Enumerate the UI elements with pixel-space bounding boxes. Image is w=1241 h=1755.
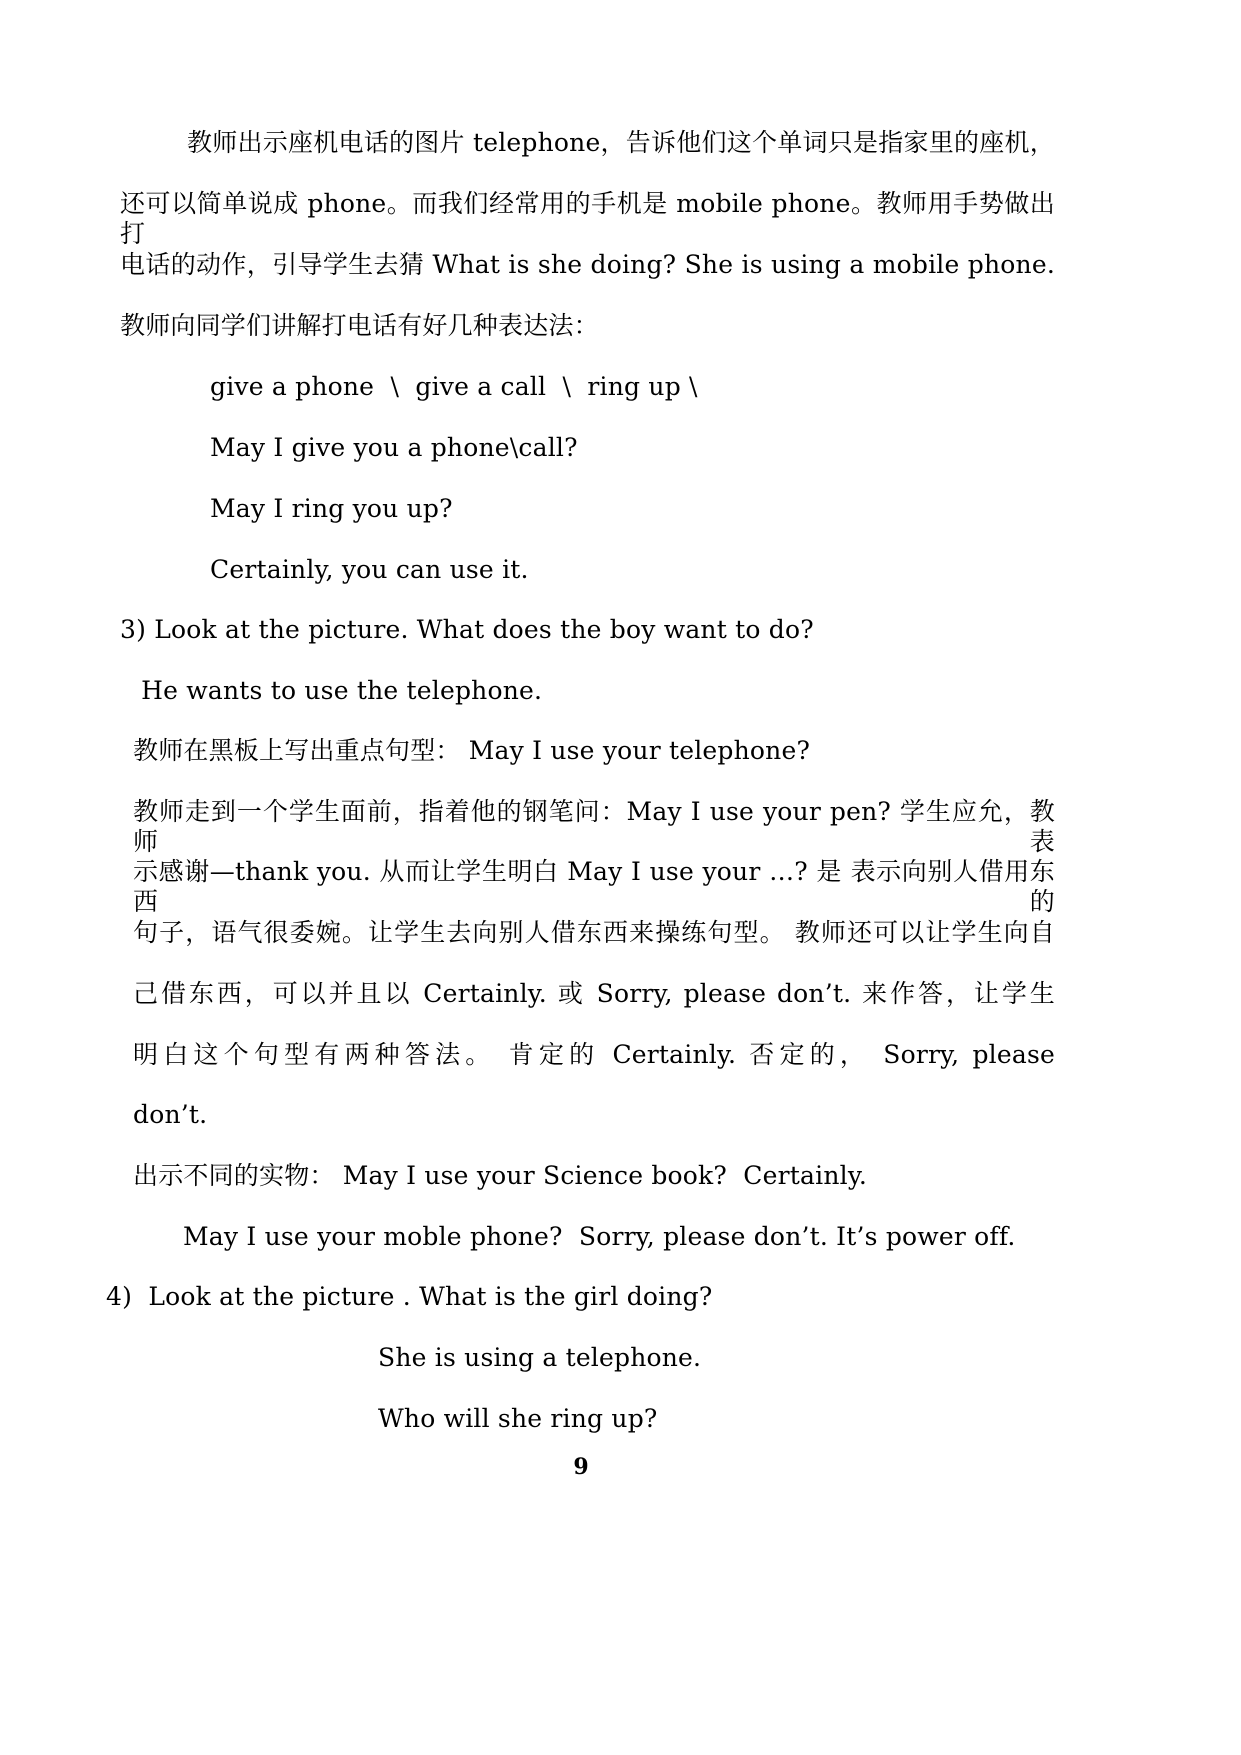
step-4-answer-1: She is using a telephone. xyxy=(378,1343,702,1372)
objects-line-2: May I use your moble phone? Sorry, please don’t. It’s power off. xyxy=(183,1222,1016,1251)
paragraph-2-line-5: 明白这个句型有两种答法。 肯定的 Certainly. 否定的， Sorry, please xyxy=(133,1040,1055,1069)
paragraph-2-line-6: don’t. xyxy=(133,1100,208,1129)
expression-line-4: Certainly, you can use it. xyxy=(210,555,529,584)
step-4-question: 4) Look at the picture . What is the girl doing? xyxy=(106,1282,713,1311)
paragraph-1-line-3: 电话的动作，引导学生去猜 What is she doing? She is using a mobile phone. xyxy=(120,250,1055,279)
step-3-answer: He wants to use the telephone. xyxy=(133,676,543,705)
expression-line-3: May I ring you up? xyxy=(210,494,453,523)
key-sentence-line: 教师在黑板上写出重点句型： May I use your telephone? xyxy=(133,736,811,765)
page-number: 9 xyxy=(573,1454,589,1480)
expression-line-2: May I give you a phone\call? xyxy=(210,433,578,462)
objects-line-1: 出示不同的实物： May I use your Science book? Certainly. xyxy=(133,1161,867,1190)
step-4-answer-2: Who will she ring up? xyxy=(378,1404,658,1433)
paragraph-2-line-1: 教师走到一个学生面前，指着他的钢笔问：May I use your pen? 学生应允，教师表 xyxy=(133,797,1055,856)
paragraph-1-line-2: 还可以简单说成 phone。而我们经常用的手机是 mobile phone。教师用手势做出打 xyxy=(120,189,1055,248)
paragraph-2-line-3: 句子，语气很委婉。让学生去向别人借东西来操练句型。 教师还可以让学生向自 xyxy=(133,918,1055,947)
paragraph-1-line-1: 教师出示座机电话的图片 telephone，告诉他们这个单词只是指家里的座机， xyxy=(187,128,1055,157)
paragraph-2-line-2: 示感谢—thank you. 从而让学生明白 May I use your …? 是 表示向别人借用东西的 xyxy=(133,857,1055,916)
paragraph-2-line-4: 己借东西，可以并且以 Certainly. 或 Sorry, please don’t. 来作答，让学生 xyxy=(133,979,1055,1008)
paragraph-1-line-4: 教师向同学们讲解打电话有好几种表达法： xyxy=(120,311,599,340)
expression-line-1: give a phone \ give a call \ ring up \ xyxy=(210,372,698,401)
step-3-question: 3) Look at the picture. What does the boy want to do? xyxy=(120,615,814,644)
